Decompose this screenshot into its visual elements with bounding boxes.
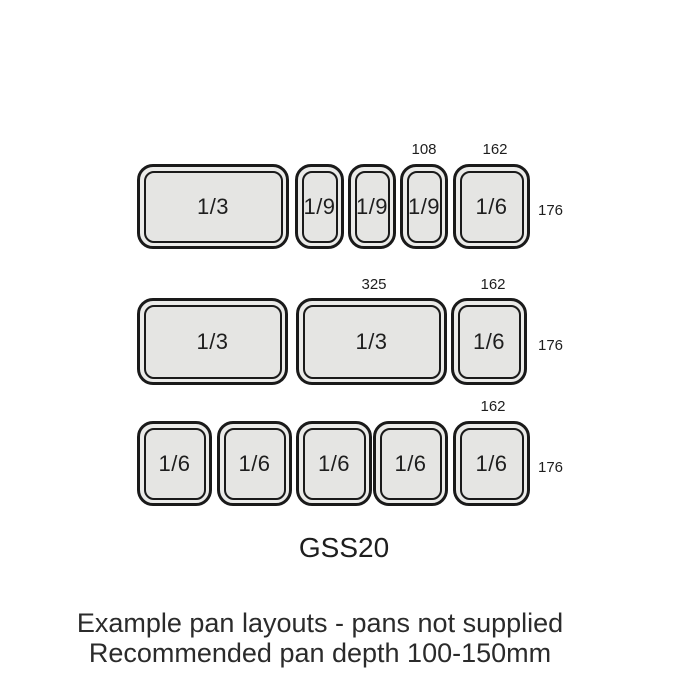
pan-size-label: 1/6 (472, 328, 506, 354)
pan-size-label: 1/9 (303, 193, 336, 219)
pan-size-label: 1/6 (475, 193, 508, 219)
pan-1-9 (348, 164, 396, 249)
pan-1-6 (453, 164, 530, 249)
pan-1-9 (400, 164, 448, 249)
pan-1-3 (137, 164, 289, 249)
pan-size-label: 1/6 (394, 450, 427, 476)
pan-well (460, 171, 524, 243)
pan-size-label: 1/3 (355, 328, 388, 354)
pan-size-label: 1/6 (158, 450, 191, 476)
pan-well (460, 428, 524, 500)
dim-label-top: 162 (480, 276, 506, 293)
pan-well (302, 171, 338, 243)
pan-well (144, 428, 206, 500)
pan-1-3 (137, 298, 288, 385)
pan-well (458, 305, 521, 379)
pan-size-label: 1/6 (317, 450, 351, 476)
pan-row-3 (0, 421, 700, 506)
pan-1-6 (453, 421, 530, 506)
pan-well (303, 305, 441, 379)
pan-size-label: 1/9 (355, 193, 389, 219)
dim-label-top: 162 (482, 141, 508, 158)
model-label: GSS20 (298, 532, 390, 563)
pan-well (355, 171, 390, 243)
dim-label-top: 325 (361, 276, 387, 293)
pan-well (144, 171, 283, 243)
pan-1-6 (373, 421, 448, 506)
pan-1-9 (295, 164, 344, 249)
pan-1-6 (217, 421, 292, 506)
pan-1-6 (137, 421, 212, 506)
pan-well (380, 428, 442, 500)
pan-size-label: 1/6 (238, 450, 271, 476)
dim-label-top: 108 (411, 141, 437, 158)
pan-well (144, 305, 282, 379)
caption-line-2: Recommended pan depth 100-150mm (88, 638, 552, 668)
pan-1-6 (451, 298, 527, 385)
pan-1-3 (296, 298, 447, 385)
caption-line-1: Example pan layouts - pans not supplied (76, 608, 564, 638)
pan-well (407, 171, 442, 243)
pan-size-label: 1/3 (196, 193, 230, 219)
pan-size-label: 1/6 (475, 450, 508, 476)
pan-row-2 (0, 298, 700, 385)
pan-size-label: 1/3 (196, 328, 229, 354)
dim-label-depth: 176 (538, 459, 564, 476)
pan-row-1 (0, 164, 700, 249)
pan-1-6 (296, 421, 372, 506)
pan-size-label: 1/9 (407, 193, 441, 219)
dim-label-depth: 176 (538, 337, 564, 354)
pan-well (303, 428, 366, 500)
pan-well (224, 428, 286, 500)
dim-label-top: 162 (480, 398, 506, 415)
caption (0, 608, 640, 668)
dim-label-depth: 176 (538, 202, 564, 219)
